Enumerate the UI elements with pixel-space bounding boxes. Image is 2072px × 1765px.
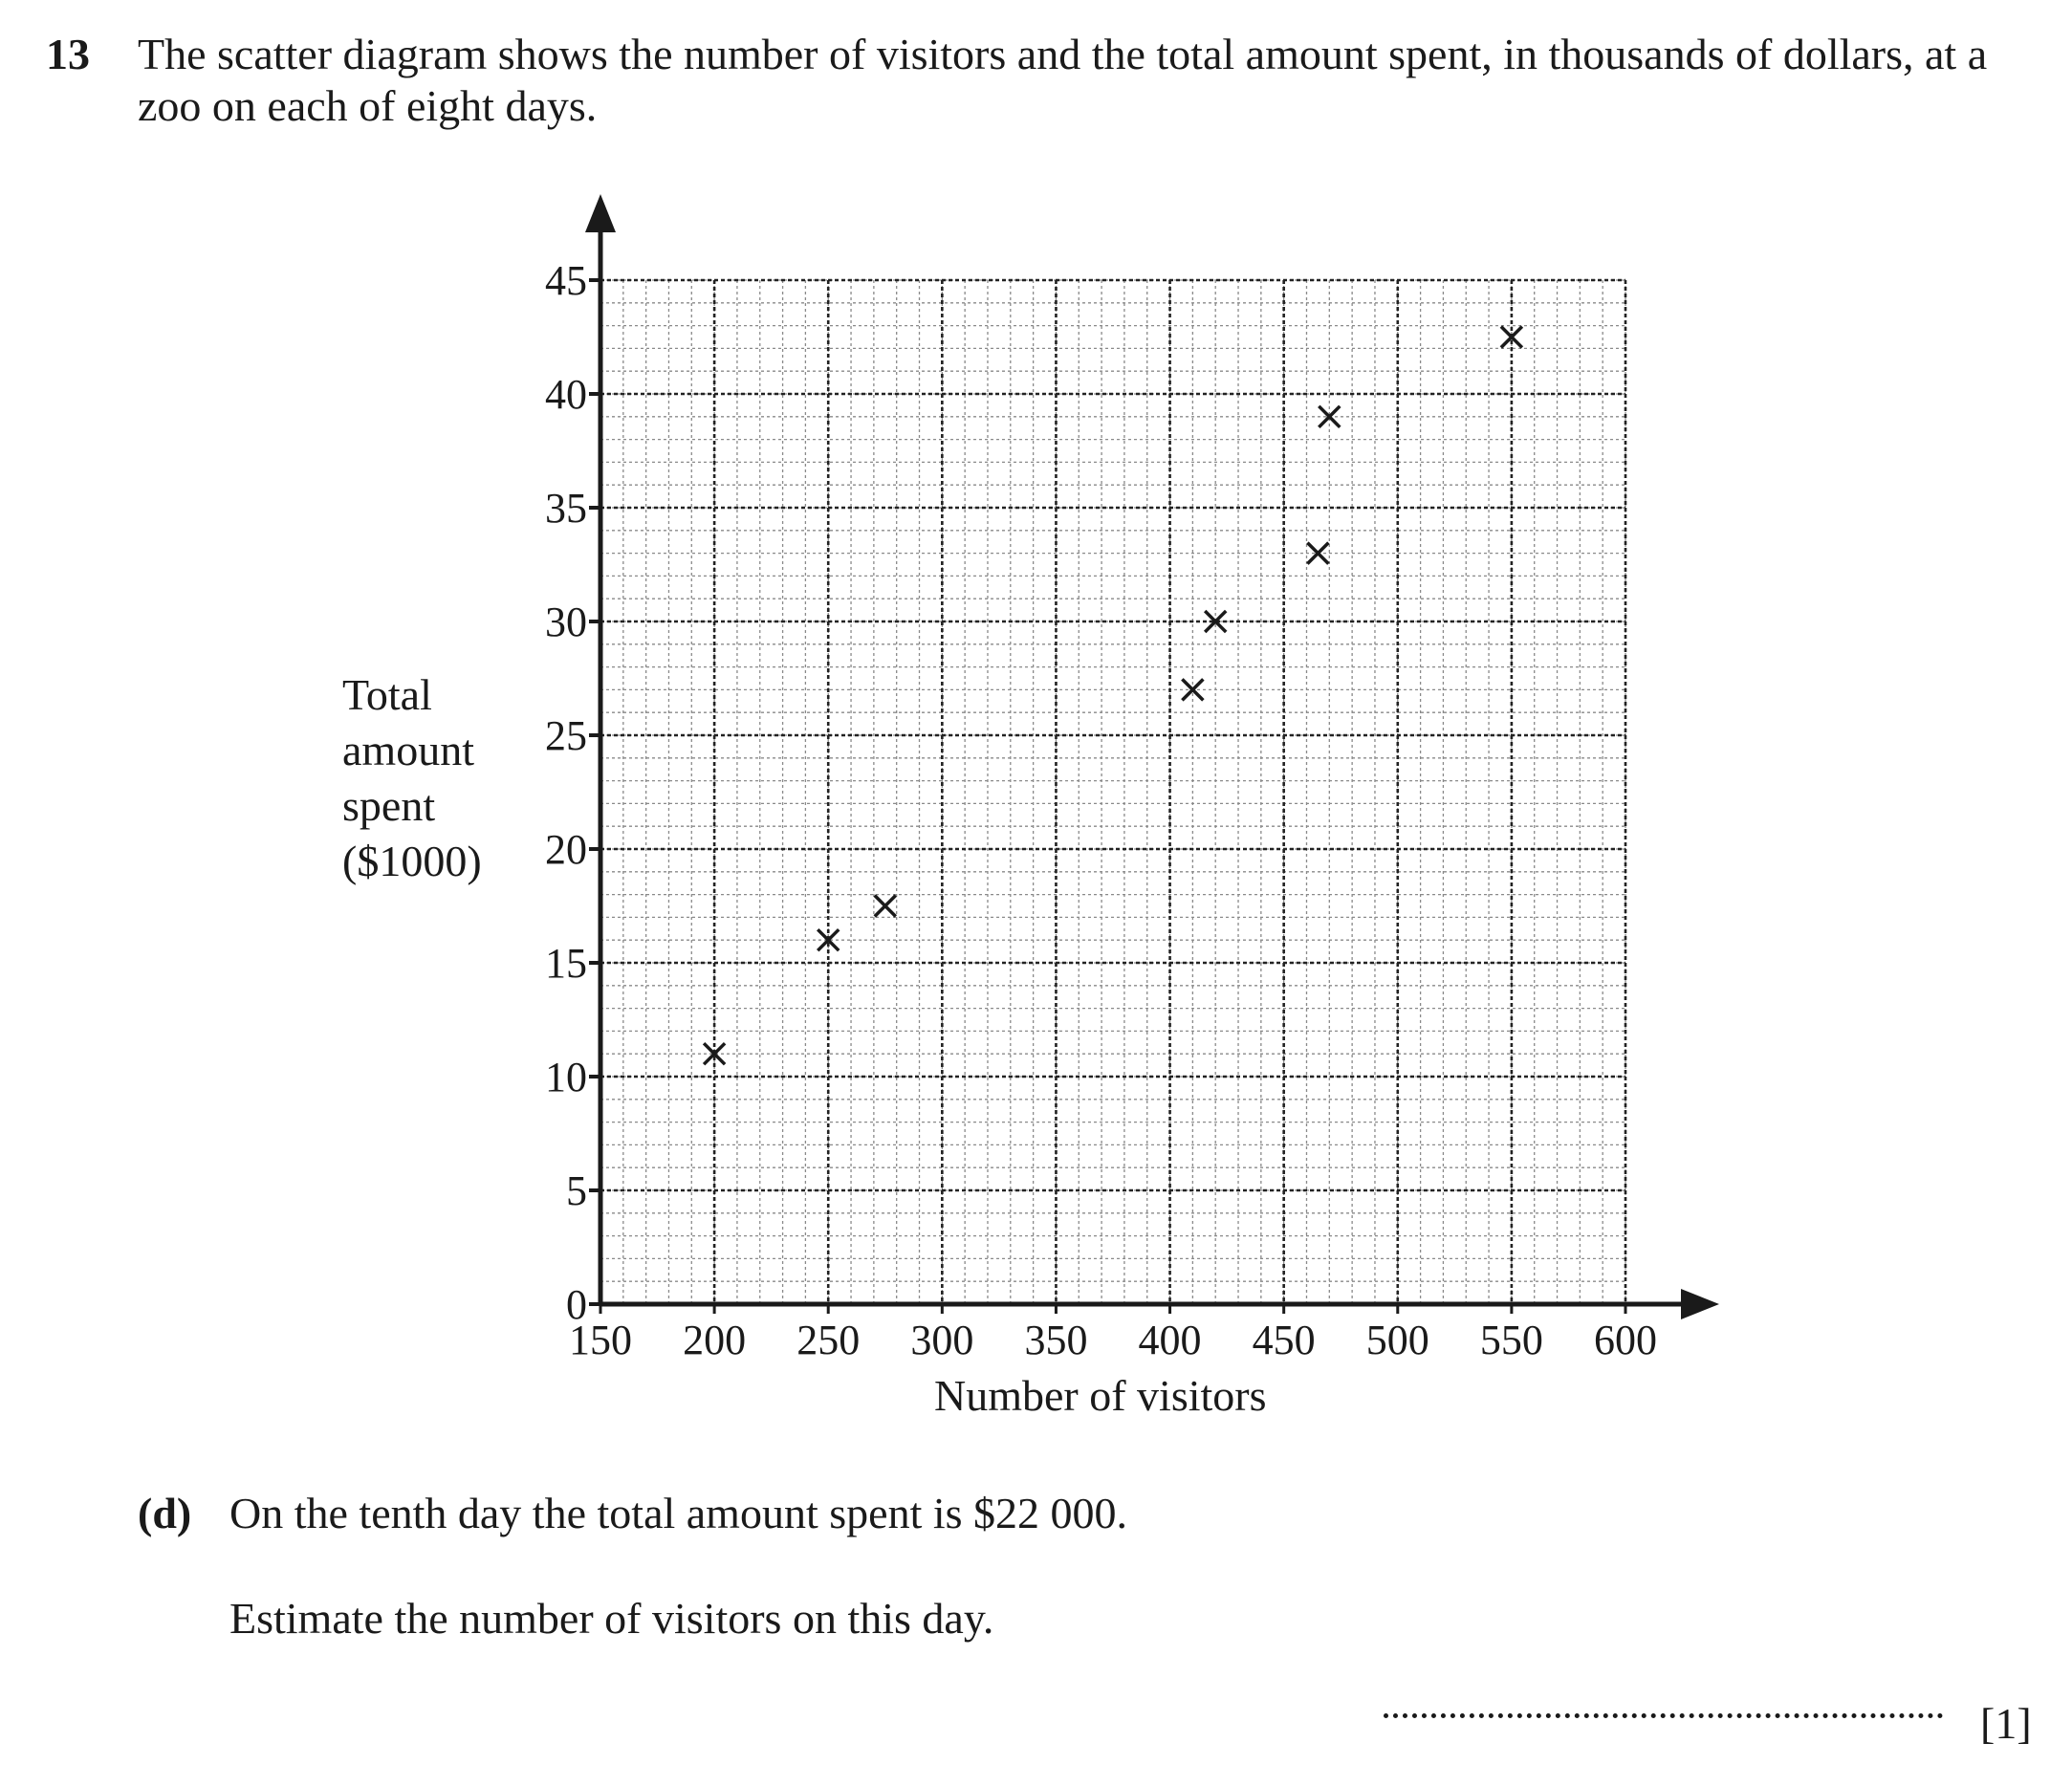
x-axis-ticks — [569, 1304, 1657, 1363]
y-tick-label: 30 — [545, 599, 587, 645]
y-axis-label — [342, 667, 482, 889]
y-tick-label: 20 — [545, 826, 587, 873]
x-axis-label: Number of visitors — [934, 1371, 1267, 1420]
y-tick-label: 45 — [545, 257, 587, 304]
y-axis-arrow — [585, 194, 616, 232]
data-points — [704, 327, 1522, 1065]
y-tick-label: 40 — [545, 371, 587, 418]
y-axis-label-line: spent — [342, 781, 436, 830]
x-tick-label: 350 — [1024, 1317, 1088, 1363]
y-axis-label-line: ($1000) — [342, 837, 482, 885]
x-tick-label: 250 — [796, 1317, 861, 1363]
y-tick-label: 25 — [545, 712, 587, 759]
x-tick-label: 400 — [1138, 1317, 1202, 1363]
y-axis-label-line: Total — [342, 670, 432, 719]
question-number: 13 — [46, 30, 90, 78]
x-tick-label: 550 — [1479, 1317, 1543, 1363]
x-axis-arrow — [1681, 1289, 1719, 1319]
part-d-text: On the tenth day the total amount spent is $22 000. — [229, 1489, 1128, 1537]
question-stem: The scatter diagram shows the number of visitors and the total amount spent, in thousands of dollars, at a zoo on each of eight days. — [138, 30, 1988, 130]
y-tick-label: 15 — [545, 940, 587, 987]
data-point — [875, 896, 896, 917]
part-d-instruction: Estimate the number of visitors on this day. — [229, 1594, 994, 1643]
x-tick-label: 450 — [1252, 1317, 1316, 1363]
y-tick-label: 0 — [566, 1281, 587, 1328]
x-tick-label: 200 — [683, 1317, 747, 1363]
x-tick-label: 600 — [1594, 1317, 1657, 1363]
x-tick-label: 300 — [910, 1317, 974, 1363]
major-gridlines — [600, 280, 1625, 1304]
marks-allocation: [1] — [1980, 1699, 2032, 1748]
part-d-label: (d) — [138, 1489, 192, 1537]
answer-line[interactable] — [1384, 1713, 1943, 1718]
x-tick-label: 500 — [1365, 1317, 1429, 1363]
y-tick-label: 10 — [545, 1054, 587, 1100]
axes — [585, 194, 1719, 1319]
y-tick-label: 35 — [545, 485, 587, 532]
y-axis-ticks — [545, 257, 600, 1328]
y-tick-label: 5 — [566, 1167, 587, 1214]
x-tick-label: 150 — [569, 1317, 632, 1363]
y-axis-label-line: amount — [342, 726, 474, 774]
minor-gridlines — [600, 280, 1625, 1304]
